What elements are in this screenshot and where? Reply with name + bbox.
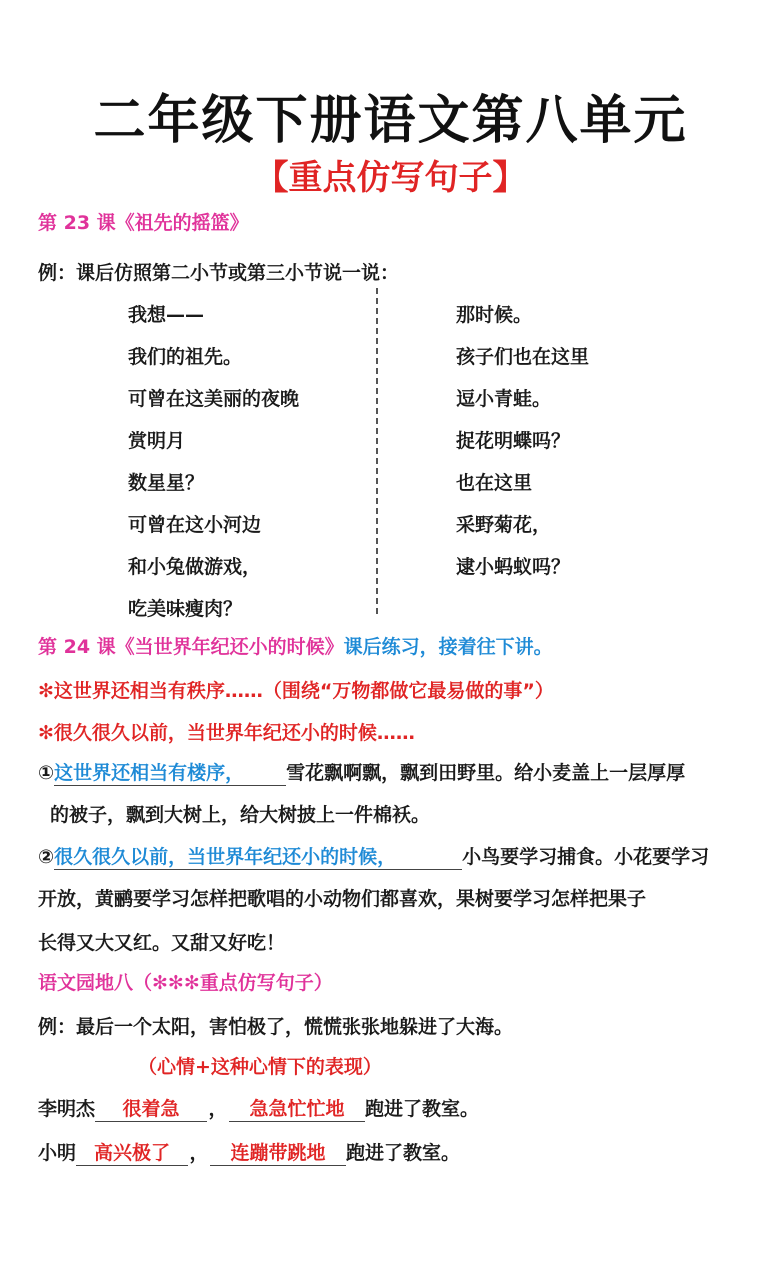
poem-left-line: 可曾在这小河边 bbox=[128, 514, 262, 536]
row1-sep: ， bbox=[208, 1098, 228, 1120]
row1-fill1: 很着急 bbox=[95, 1094, 207, 1122]
row2-fill1: 高兴极了 bbox=[76, 1138, 188, 1166]
row2-sep: ， bbox=[189, 1142, 209, 1164]
poem-right-line: 逗小青蛙。 bbox=[456, 388, 552, 410]
row2-tail: 跑进了教室。 bbox=[346, 1142, 461, 1164]
lesson24-tip2: ✻很久很久以前，当世界年纪还小的时候…… bbox=[38, 722, 415, 744]
answer2-text: 小鸟要学习捕食。小花要学习 bbox=[462, 846, 710, 868]
answer2-line1 bbox=[38, 842, 709, 870]
answer2-number: ② bbox=[38, 846, 55, 868]
garden8-heading: 语文园地八（✻✻✻重点仿写句子） bbox=[38, 972, 333, 994]
lesson24-tip1: ✻这世界还相当有秩序……（围绕“万物都做它最易做的事”） bbox=[38, 680, 554, 702]
poem-right-line: 孩子们也在这里 bbox=[456, 346, 590, 368]
poem-left-line: 数星星？ bbox=[128, 472, 205, 494]
poem-left-line: 可曾在这美丽的夜晚 bbox=[128, 388, 300, 410]
poem-left-line: 和小兔做游戏， bbox=[128, 556, 262, 578]
poem-left-line: 我们的祖先。 bbox=[128, 346, 243, 368]
poem-right-line: 那时候。 bbox=[456, 304, 533, 326]
page-title: 二年级下册语文第八单元 bbox=[93, 91, 688, 151]
answer1-text: 雪花飘啊飘，飘到田野里。给小麦盖上一层厚厚 bbox=[286, 762, 686, 784]
answer1-number: ① bbox=[38, 762, 55, 784]
poem-right-line: 也在这里 bbox=[456, 472, 533, 494]
answer2-line2: 开放，黄鹂要学习怎样把歌唱的小动物们都喜欢，果树要学习怎样把果子 bbox=[38, 888, 647, 910]
lesson24-task: 课后练习，接着往下讲。 bbox=[343, 636, 553, 658]
garden8-hint: （心情+这种心情下的表现） bbox=[138, 1056, 382, 1078]
poem-right-line: 捉花明蝶吗？ bbox=[456, 430, 571, 452]
poem-right-line: 采野菊花， bbox=[456, 514, 552, 536]
row1-name: 李明杰 bbox=[38, 1098, 96, 1120]
answer1-line1 bbox=[38, 758, 685, 786]
poem-left-line: 赏明月 bbox=[128, 430, 186, 452]
lesson23-example: 例：课后仿照第二小节或第三小节说一说： bbox=[38, 262, 400, 284]
row2-name: 小明 bbox=[38, 1142, 77, 1164]
answer2-fill: 很久很久以前，当世界年纪还小的时候， bbox=[54, 842, 462, 870]
page-subtitle: 【重点仿写句子】 bbox=[254, 158, 527, 198]
row1-tail: 跑进了教室。 bbox=[365, 1098, 480, 1120]
answer2-line3: 长得又大又红。又甜又好吃！ bbox=[38, 932, 286, 954]
row1-fill2: 急急忙忙地 bbox=[229, 1094, 365, 1122]
lesson23-heading: 第 23 课《祖先的摇篮》 bbox=[38, 212, 249, 234]
row2-fill2: 连蹦带跳地 bbox=[210, 1138, 346, 1166]
lesson24-title: 第 24 课《当世界年纪还小的时候》 bbox=[38, 636, 344, 658]
answer1-line2: 的被子，飘到大树上，给大树披上一件棉袄。 bbox=[50, 804, 431, 826]
column-divider bbox=[376, 288, 378, 614]
poem-right-line: 逮小蚂蚁吗？ bbox=[456, 556, 571, 578]
garden8-row2 bbox=[38, 1138, 460, 1166]
garden8-row1 bbox=[38, 1094, 479, 1122]
lesson24-heading bbox=[38, 632, 553, 659]
answer1-fill: 这世界还相当有楼序， bbox=[54, 758, 286, 786]
poem-left-line: 吃美味瘦肉？ bbox=[128, 598, 243, 620]
poem-left-line: 我想—— bbox=[128, 304, 205, 326]
garden8-example: 例：最后一个太阳，害怕极了，慌慌张张地躲进了大海。 bbox=[38, 1016, 514, 1038]
